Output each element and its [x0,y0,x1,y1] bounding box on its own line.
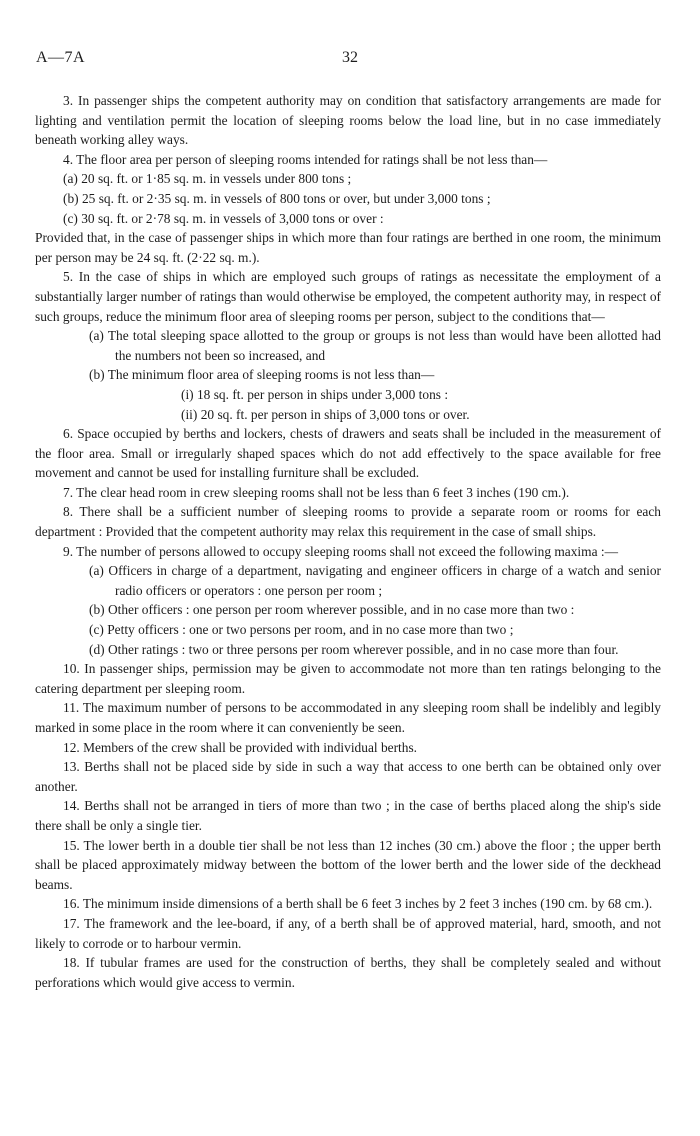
paragraph-18: 18. If tubular frames are used for the construction of berths, they shall be completely sealed and without perforations which would give access to vermin. [35,955,661,990]
paragraph-9-item-d: (d) Other ratings : two or three persons per room wherever possible, and in no case more than four. [89,641,619,657]
paragraph-5-item-b-i: (i) 18 sq. ft. per person in ships under 3,000 tons : [181,386,449,402]
paragraph-3: 3. In passenger ships the competent authority may on condition that satisfactory arrangements are made for lighting and ventilation permit the location of sleeping rooms below the load line, but in no case immediately beneath working alley ways. [35,93,661,148]
paragraph-8: 8. There shall be a sufficient number of sleeping rooms to provide a separate room or rooms for each department : Provided that the competent authority may relax this requirement in the case of small ships. [35,504,661,540]
paragraph-7: 7. The clear head room in crew sleeping rooms shall not be less than 6 feet 3 inches (190 cm.). [63,484,570,500]
paragraph-13: 13. Berths shall not be placed side by side in such a way that access to one berth can be obtained only over another. [35,759,661,794]
paragraph-4-item-a: (a) 20 sq. ft. or 1·85 sq. m. in vessels under 800 tons ; [63,171,352,187]
paragraph-10: 10. In passenger ships, permission may be given to accommodate not more than ten ratings belonging to the catering department per sleeping room. [35,661,661,696]
document-series-label: A—7A [36,49,86,66]
paragraph-15: 15. The lower berth in a double tier shall be not less than 12 inches (30 cm.) above the floor ; the upper berth shall be placed approximately midway between the bottom of the lower berth and the lower side of the deckhead beams. [35,837,661,892]
document-body [35,91,661,992]
paragraph-9-item-b: (b) Other officers : one person per room wherever possible, and in no case more than two : [89,602,575,618]
paragraph-12: 12. Members of the crew shall be provided with individual berths. [63,739,418,755]
paragraph-5-item-b-ii: (ii) 20 sq. ft. per person in ships of 3,000 tons or over. [181,406,470,422]
paragraph-6: 6. Space occupied by berths and lockers, chests of drawers and seats shall be included in the measurement of the floor area. Small or irregularly shaped spaces which do not add effectively to the space available for free movement and cannot be used for installing furniture shall be excluded. [35,426,661,481]
paragraph-5-item-a: (a) The total sleeping space allotted to the group or groups is not less than would have been allotted had the numbers not been so increased, and [89,328,661,363]
paragraph-9: 9. The number of persons allowed to occupy sleeping rooms shall not exceed the following maxima :— [63,543,618,559]
paragraph-4-item-c: (c) 30 sq. ft. or 2·78 sq. m. in vessels of 3,000 tons or over : [63,210,384,226]
paragraph-4-item-b: (b) 25 sq. ft. or 2·35 sq. m. in vessels of 800 tons or over, but under 3,000 tons ; [63,190,491,206]
paragraph-9-item-a: (a) Officers in charge of a department, navigating and engineer officers in charge of a watch and senior radio officers or operators : one person per room ; [89,563,661,598]
paragraph-16: 16. The minimum inside dimensions of a berth shall be 6 feet 3 inches by 2 feet 3 inches (190 cm. by 68 cm.). [63,896,653,912]
paragraph-4-proviso: Provided that, in the case of passenger ships in which more than four ratings are berthed in one room, the minimum per person may be 24 sq. ft. (2·22 sq. m.). [35,230,661,265]
paragraph-5-item-b: (b) The minimum floor area of sleeping rooms is not less than— [89,367,435,383]
paragraph-9-item-c: (c) Petty officers : one or two persons per room, and in no case more than two ; [89,622,514,638]
paragraph-4: 4. The floor area per person of sleeping rooms intended for ratings shall be not less than— [63,151,548,167]
page-number: 32 [342,49,358,66]
paragraph-14: 14. Berths shall not be arranged in tiers of more than two ; in the case of berths placed along the ship's side there shall be only a single tier. [35,798,661,833]
paragraph-5: 5. In the case of ships in which are employed such groups of ratings as necessitate the employment of a substantially larger number of ratings than would otherwise be employed, the competent authority may, in respect of such groups, reduce the minimum floor area of sleeping rooms per person, subject to the conditions that— [35,269,661,324]
paragraph-17: 17. The framework and the lee-board, if any, of a berth shall be of approved material, hard, smooth, and not likely to corrode or to harbour vermin. [35,915,661,951]
paragraph-11: 11. The maximum number of persons to be accommodated in any sleeping room shall be indelibly and legibly marked in some place in the room where it can conveniently be seen. [35,700,661,735]
